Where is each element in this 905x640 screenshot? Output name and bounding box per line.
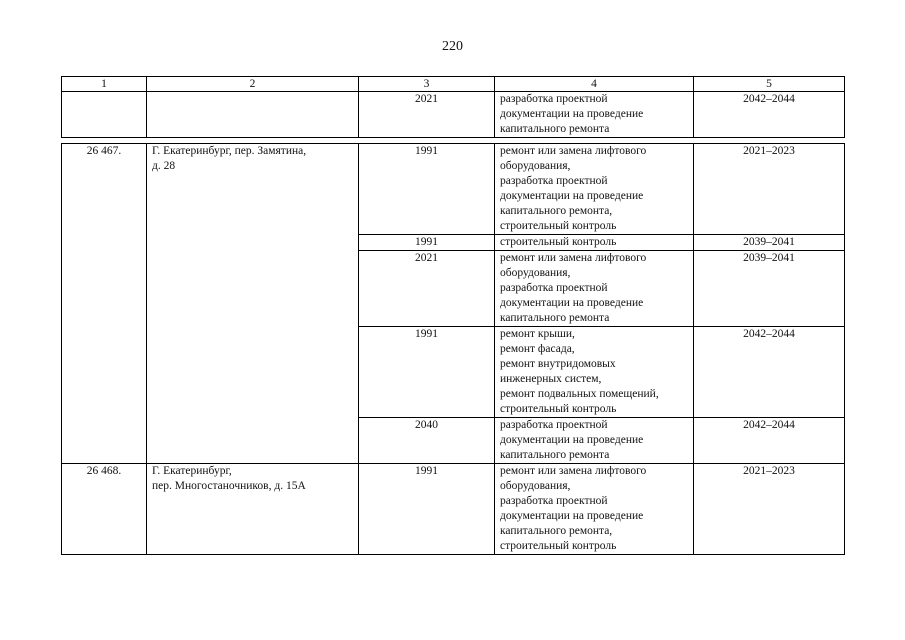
year-cell: 1991	[359, 327, 495, 418]
work-line: ремонт или замена лифтового	[500, 465, 647, 477]
period-cell: 2042–2044	[694, 327, 845, 418]
period-cell: 2042–2044	[694, 92, 845, 138]
work-line: капитального ремонта,	[500, 205, 613, 217]
year-cell: 2021	[359, 251, 495, 327]
work-line: оборудования,	[500, 160, 571, 172]
work-line: ремонт или замена лифтового	[500, 145, 647, 157]
works-cell	[495, 92, 694, 138]
work-line: оборудования,	[500, 480, 571, 492]
work-line: строительный контроль	[500, 220, 617, 232]
work-line: разработка проектной	[500, 93, 608, 105]
work-line: капитального ремонта	[500, 123, 610, 135]
work-line: ремонт подвальных помещений,	[500, 388, 659, 400]
work-line: капитального ремонта	[500, 312, 610, 324]
year-cell: 1991	[359, 235, 495, 251]
period-cell: 2039–2041	[694, 251, 845, 327]
works-cell	[495, 464, 694, 555]
building-address	[147, 144, 359, 464]
year-cell: 1991	[359, 144, 495, 235]
address-cell	[147, 92, 359, 138]
column-number-5: 5	[694, 77, 845, 92]
work-line: строительный контроль	[500, 236, 617, 248]
works-cell	[495, 418, 694, 464]
work-line: строительный контроль	[500, 540, 617, 552]
work-line: ремонт или замена лифтового	[500, 252, 647, 264]
number-cell	[62, 92, 147, 138]
work-line: ремонт внутридомовых	[500, 358, 616, 370]
column-number-4: 4	[495, 77, 694, 92]
work-line: капитального ремонта	[500, 449, 610, 461]
period-cell: 2039–2041	[694, 235, 845, 251]
work-line: разработка проектной	[500, 282, 608, 294]
continuation-row	[62, 92, 845, 138]
address-line: пер. Многостаночников, д. 15А	[152, 480, 306, 492]
work-line: оборудования,	[500, 267, 571, 279]
work-line: разработка проектной	[500, 175, 608, 187]
work-line: разработка проектной	[500, 495, 608, 507]
work-line: документации на проведение	[500, 434, 644, 446]
address-line: д. 28	[152, 160, 176, 172]
table-row	[62, 464, 845, 555]
works-cell	[495, 144, 694, 235]
work-line: документации на проведение	[500, 297, 644, 309]
work-line: капитального ремонта,	[500, 525, 613, 537]
schedule-body	[62, 144, 845, 555]
period-cell: 2021–2023	[694, 464, 845, 555]
works-cell	[495, 251, 694, 327]
column-number-3: 3	[359, 77, 495, 92]
schedule-table	[61, 143, 845, 555]
building-number: 26 468.	[62, 464, 147, 555]
work-line: ремонт крыши,	[500, 328, 575, 340]
period-cell: 2021–2023	[694, 144, 845, 235]
table-row	[62, 144, 845, 235]
address-line: Г. Екатеринбург, пер. Замятина,	[152, 145, 307, 157]
building-number: 26 467.	[62, 144, 147, 464]
work-line: документации на проведение	[500, 510, 644, 522]
building-address	[147, 464, 359, 555]
column-number-1: 1	[62, 77, 147, 92]
work-line: строительный контроль	[500, 403, 617, 415]
works-cell	[495, 235, 694, 251]
column-number-2: 2	[147, 77, 359, 92]
column-number-row	[62, 77, 845, 92]
year-cell: 2040	[359, 418, 495, 464]
period-cell: 2042–2044	[694, 418, 845, 464]
page-number: 220	[442, 39, 463, 54]
work-line: ремонт фасада,	[500, 343, 575, 355]
year-cell: 2021	[359, 92, 495, 138]
continuation-table	[61, 76, 845, 138]
year-cell: 1991	[359, 464, 495, 555]
work-line: разработка проектной	[500, 419, 608, 431]
work-line: инженерных систем,	[500, 373, 602, 385]
address-line: Г. Екатеринбург,	[152, 465, 232, 477]
work-line: документации на проведение	[500, 108, 644, 120]
works-cell	[495, 327, 694, 418]
work-line: документации на проведение	[500, 190, 644, 202]
